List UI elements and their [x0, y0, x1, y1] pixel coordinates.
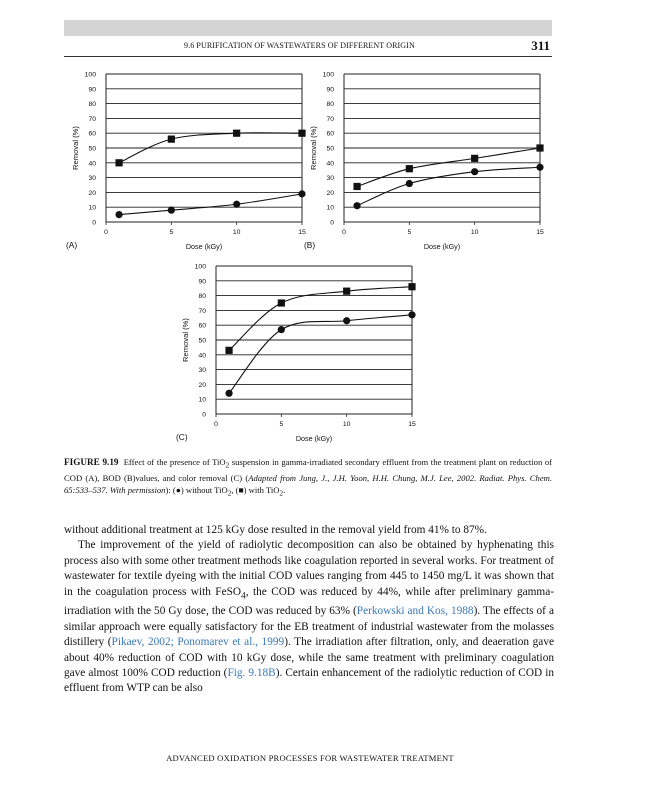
- x-tick-label: 10: [470, 229, 479, 236]
- x-axis-label: Dose (kGy): [185, 242, 223, 251]
- y-tick-label: 80: [326, 101, 334, 109]
- chart-c: [176, 258, 424, 448]
- x-tick-label: 5: [169, 229, 174, 236]
- caption-sub-2: 2: [227, 489, 232, 498]
- data-point-square: [343, 288, 350, 295]
- caption-text-1: Effect of the presence of TiO: [123, 457, 226, 467]
- y-tick-label: 50: [326, 145, 334, 153]
- data-point-circle: [298, 190, 305, 197]
- x-axis-label: Dose (kGy): [423, 242, 461, 251]
- data-point-square: [278, 299, 285, 306]
- data-point-circle: [225, 390, 232, 397]
- series-line-with-tio2: [229, 287, 412, 351]
- y-tick-label: 10: [88, 204, 96, 212]
- figure-label: FIGURE 9.19: [64, 457, 119, 467]
- series-line-without-tio2: [119, 194, 302, 215]
- data-point-square: [168, 136, 175, 143]
- citation-link-perkowski[interactable]: Perkowski and Kos, 1988: [356, 605, 474, 618]
- y-tick-label: 70: [198, 307, 206, 315]
- y-tick-label: 70: [88, 115, 96, 123]
- citation-link-pikaev[interactable]: Pikaev, 2002; Ponomarev et al., 1999: [111, 636, 285, 649]
- data-point-circle: [536, 164, 543, 171]
- y-tick-label: 10: [198, 396, 206, 404]
- y-tick-label: 20: [326, 189, 334, 197]
- paragraph-2-part-d: ). The irradiation after filtration, only, and deaeration gave about 40% reduction of COD with 10 kGy dose, while the same treatment with preliminary coagulation gave almost 100% COD reduction (: [64, 636, 554, 679]
- y-tick-label: 20: [88, 189, 96, 197]
- caption-text-2: suspension in gamma-irradiated secondary effluent from the treatment plant on reduction of COD (A), BOD (B)values, and color removal (C) (: [64, 457, 552, 483]
- y-tick-label: 60: [198, 322, 206, 330]
- data-point-circle: [406, 180, 413, 187]
- running-footer: ADVANCED OXIDATION PROCESSES FOR WASTEWATER TREATMENT: [166, 753, 454, 763]
- data-point-square: [298, 130, 305, 137]
- paragraph-2-part-c: ). The effects of a similar approach were equally satisfactory for the EB treatment of industrial wastewater from the molasses distillery (: [64, 605, 554, 649]
- header-bar: [64, 20, 552, 36]
- data-point-circle: [353, 202, 360, 209]
- y-tick-label: 90: [198, 278, 206, 286]
- data-point-circle: [168, 207, 175, 214]
- caption-text-3: ): (●) without TiO: [165, 484, 228, 495]
- y-tick-label: 100: [322, 71, 334, 79]
- body-text: [64, 523, 554, 697]
- data-point-square: [353, 183, 360, 190]
- y-tick-label: 0: [202, 411, 206, 419]
- y-tick-label: 50: [88, 145, 96, 153]
- caption-sub-1: 2: [225, 461, 230, 470]
- y-axis-label: Removal (%): [71, 126, 80, 170]
- paragraph-2: [64, 538, 554, 696]
- paragraph-2-subscript: 4: [241, 590, 246, 601]
- x-tick-label: 15: [536, 229, 544, 236]
- y-tick-label: 40: [198, 352, 206, 360]
- x-tick-label: 0: [214, 421, 218, 428]
- y-tick-label: 80: [88, 101, 96, 109]
- series-line-without-tio2: [357, 167, 540, 205]
- y-tick-label: 0: [92, 219, 96, 227]
- y-tick-label: 10: [326, 204, 334, 212]
- data-point-square: [233, 130, 240, 137]
- paragraph-2-part-a: The improvement of the yield of radiolytic decomposition can also be obtained by hyphenating this process also with some other treatment methods like coagulation reported in several works. For treatment of wastewater for textile dyeing with the initial COD values ranging from 445 to 1450 mg/L it was shown that in the coagulation process with FeSO: [64, 539, 554, 598]
- running-head: [64, 40, 552, 54]
- y-tick-label: 80: [198, 293, 206, 301]
- data-point-square: [536, 144, 543, 151]
- data-point-square: [408, 283, 415, 290]
- y-tick-label: 90: [88, 86, 96, 94]
- panel-label: (C): [176, 432, 188, 442]
- y-axis-label: Removal (%): [309, 126, 318, 170]
- data-point-circle: [471, 168, 478, 175]
- x-tick-label: 15: [298, 229, 306, 236]
- data-point-circle: [343, 317, 350, 324]
- data-point-square: [115, 159, 122, 166]
- data-point-circle: [233, 201, 240, 208]
- x-tick-label: 0: [104, 229, 108, 236]
- y-tick-label: 40: [326, 160, 334, 168]
- x-tick-label: 5: [279, 421, 284, 428]
- y-tick-label: 100: [84, 71, 96, 79]
- y-tick-label: 100: [194, 263, 206, 271]
- data-point-circle: [278, 326, 285, 333]
- data-point-circle: [408, 311, 415, 318]
- x-tick-label: 10: [232, 229, 241, 236]
- y-tick-label: 20: [198, 381, 206, 389]
- y-tick-label: 30: [88, 175, 96, 183]
- caption-text-4: , (■) with TiO: [231, 484, 280, 495]
- caption-sub-3: 2: [279, 489, 284, 498]
- y-tick-label: 50: [198, 337, 206, 345]
- chart-b: [304, 66, 554, 256]
- paragraph-2-part-e: ). Certain enhancement of the radiolytic reduction of COD in effluent from WTP can be also: [64, 666, 554, 695]
- page-number: 311: [531, 38, 550, 53]
- data-point-square: [471, 155, 478, 162]
- y-tick-label: 70: [326, 115, 334, 123]
- x-tick-label: 0: [342, 229, 346, 236]
- x-axis-label: Dose (kGy): [295, 434, 333, 443]
- panel-label: (A): [66, 240, 78, 250]
- x-tick-label: 5: [407, 229, 412, 236]
- data-point-square: [406, 165, 413, 172]
- series-line-without-tio2: [229, 315, 412, 393]
- y-axis-label: Removal (%): [181, 318, 190, 362]
- y-tick-label: 30: [198, 367, 206, 375]
- x-tick-label: 10: [342, 421, 351, 428]
- y-tick-label: 40: [88, 160, 96, 168]
- paragraph-1: without additional treatment at 125 kGy dose resulted in the removal yield from 41% to 87%.: [64, 524, 487, 536]
- paragraph-2-part-b: , the COD was reduced by 44%, while after preliminary gamma-irradiation with the 50 Gy dose, the COD was reduced by 63% (: [64, 585, 554, 618]
- y-tick-label: 0: [330, 219, 334, 227]
- y-tick-label: 90: [326, 86, 334, 94]
- chart-a: [64, 66, 310, 256]
- header-rule: [64, 56, 552, 57]
- figure-caption: [64, 456, 552, 499]
- figure-link-9-18b[interactable]: Fig. 9.18B: [227, 666, 276, 679]
- series-line-with-tio2: [357, 148, 540, 186]
- caption-source-note: Adapted from Jung, J., J.H. Yoon, H.H. Chung, M.J. Lee, 2002. Radiat. Phys. Chem. 65:533–537. With permission: [64, 472, 552, 495]
- panel-label: (B): [304, 240, 316, 250]
- x-tick-label: 15: [408, 421, 416, 428]
- y-tick-label: 30: [326, 175, 334, 183]
- running-title: 9.6 PURIFICATION OF WASTEWATERS OF DIFFERENT ORIGIN: [184, 41, 415, 50]
- data-point-circle: [115, 211, 122, 218]
- y-tick-label: 60: [326, 130, 334, 138]
- y-tick-label: 60: [88, 130, 96, 138]
- data-point-square: [225, 347, 232, 354]
- caption-text-5: .: [283, 484, 286, 495]
